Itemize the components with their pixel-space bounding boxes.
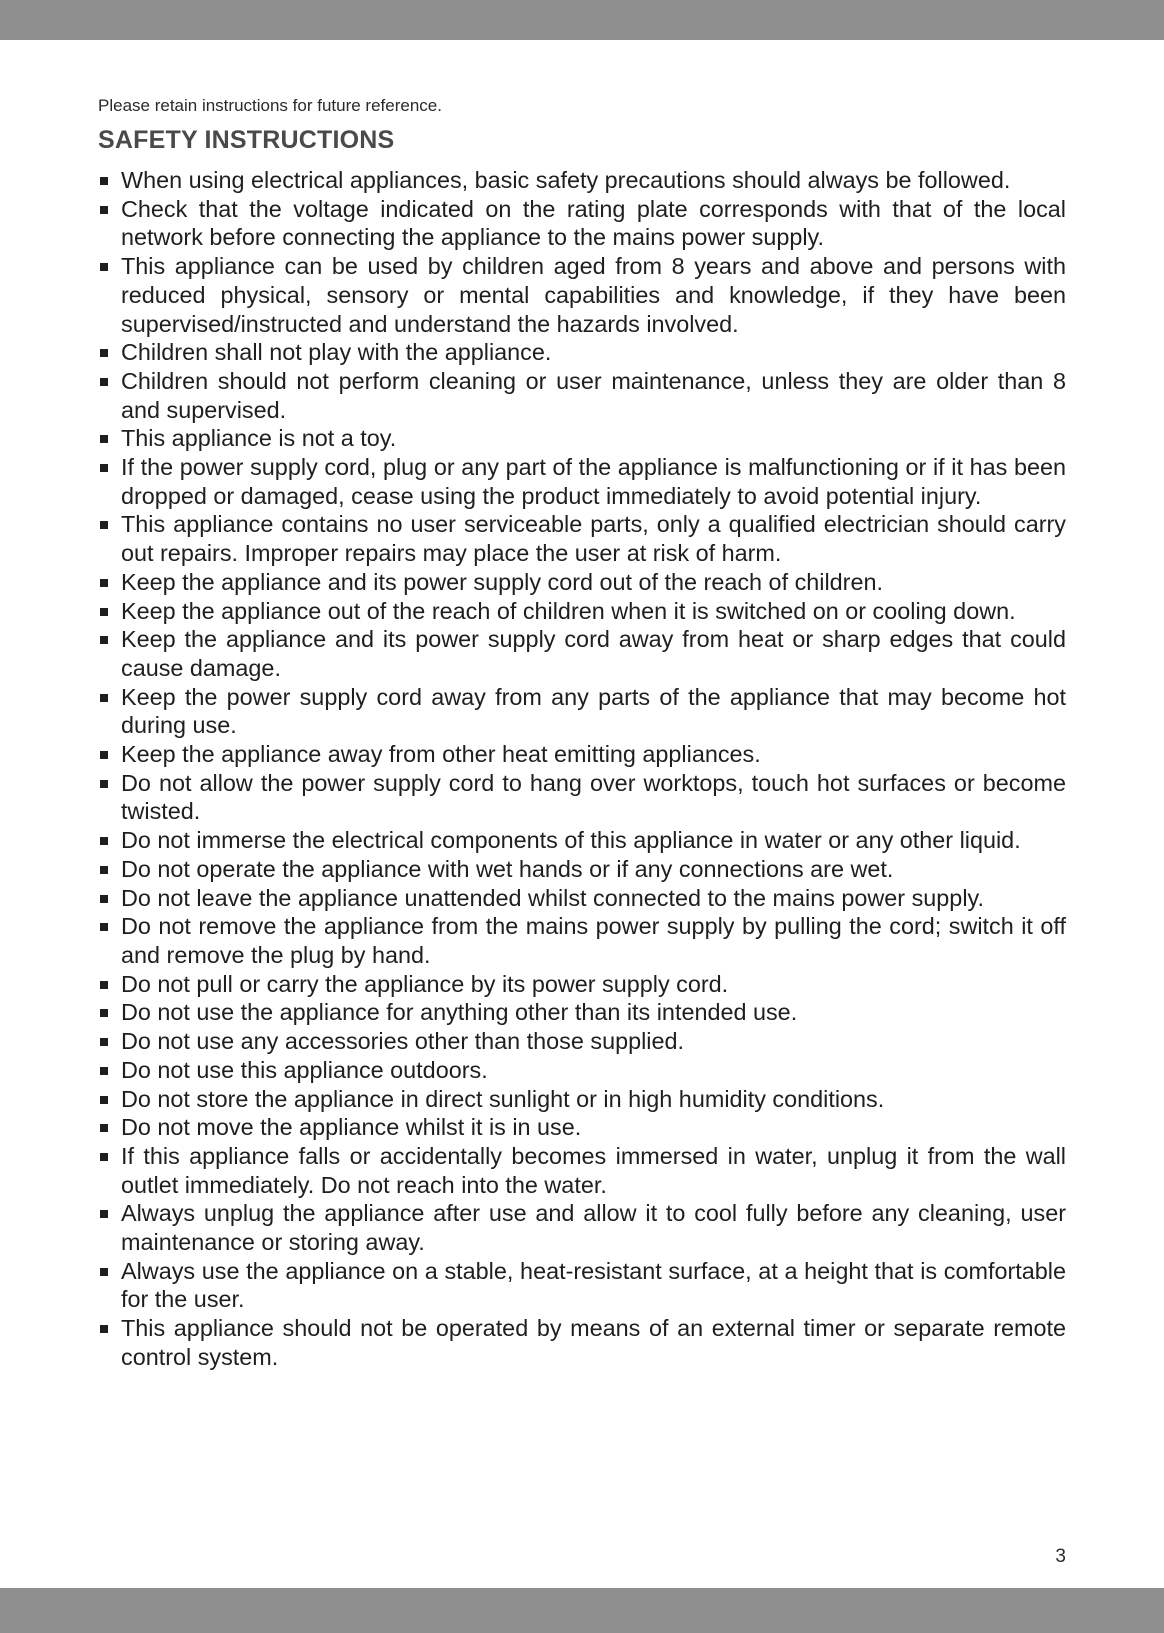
square-bullet-icon bbox=[100, 579, 108, 587]
safety-item bbox=[98, 740, 1066, 769]
safety-item bbox=[98, 166, 1066, 195]
square-bullet-icon bbox=[100, 349, 108, 357]
safety-item bbox=[98, 912, 1066, 969]
safety-item-text: Always use the appliance on a stable, heat-resistant surface, at a height that is comfortable for the user. bbox=[121, 1257, 1066, 1313]
square-bullet-icon bbox=[100, 1038, 108, 1046]
square-bullet-icon bbox=[100, 981, 108, 989]
square-bullet-icon bbox=[100, 895, 108, 903]
retain-note: Please retain instructions for future reference. bbox=[98, 96, 442, 115]
safety-item-text: Do not leave the appliance unattended whilst connected to the mains power supply. bbox=[121, 884, 984, 911]
square-bullet-icon bbox=[100, 177, 108, 185]
safety-item-text: Do not pull or carry the appliance by its power supply cord. bbox=[121, 970, 729, 997]
safety-item-text: Keep the appliance and its power supply cord away from heat or sharp edges that could cause damage. bbox=[121, 626, 1066, 681]
square-bullet-icon bbox=[100, 206, 108, 214]
safety-item bbox=[98, 1257, 1066, 1314]
safety-item-text: Do not allow the power supply cord to hang over worktops, touch hot surfaces or become twisted. bbox=[121, 769, 1066, 825]
safety-item-text: Check that the voltage indicated on the rating plate corresponds with that of the local network before connecting the appliance to the mains power supply. bbox=[121, 195, 1066, 251]
safety-item bbox=[98, 1085, 1066, 1114]
safety-item-text: Keep the appliance away from other heat emitting appliances. bbox=[121, 741, 761, 768]
safety-item-text: Children should not perform cleaning or user maintenance, unless they are older than 8 and supervised. bbox=[121, 367, 1066, 423]
square-bullet-icon bbox=[100, 464, 108, 472]
safety-item bbox=[98, 1056, 1066, 1085]
safety-item-text: When using electrical appliances, basic safety precautions should always be followed. bbox=[121, 167, 1011, 193]
square-bullet-icon bbox=[100, 378, 108, 386]
safety-item-text: Do not remove the appliance from the mains power supply by pulling the cord; switch it off and remove the plug by hand. bbox=[121, 913, 1066, 968]
square-bullet-icon bbox=[100, 435, 108, 443]
safety-item-text: Keep the appliance out of the reach of children when it is switched on or cooling down. bbox=[121, 597, 1016, 624]
safety-item-text: Do not use this appliance outdoors. bbox=[121, 1056, 488, 1083]
safety-item-text: Do not use the appliance for anything other than its intended use. bbox=[121, 999, 798, 1026]
safety-item bbox=[98, 769, 1066, 826]
safety-item bbox=[98, 998, 1066, 1027]
safety-item bbox=[98, 510, 1066, 567]
section-heading: SAFETY INSTRUCTIONS bbox=[98, 126, 395, 154]
square-bullet-icon bbox=[100, 923, 108, 931]
safety-item bbox=[98, 338, 1066, 367]
safety-item bbox=[98, 884, 1066, 913]
safety-item-text: If the power supply cord, plug or any part of the appliance is malfunctioning or if it has been dropped or damaged, cease using the product immediately to avoid potential injury. bbox=[121, 454, 1066, 509]
safety-item bbox=[98, 424, 1066, 453]
bottom-page-band bbox=[0, 1588, 1164, 1633]
square-bullet-icon bbox=[100, 780, 108, 788]
square-bullet-icon bbox=[100, 521, 108, 529]
safety-item-text: This appliance should not be operated by means of an external timer or separate remote control system. bbox=[121, 1315, 1066, 1370]
safety-item bbox=[98, 453, 1066, 510]
safety-item bbox=[98, 597, 1066, 626]
safety-item-text: This appliance is not a toy. bbox=[121, 425, 397, 452]
square-bullet-icon bbox=[100, 751, 108, 759]
page-number: 3 bbox=[1055, 1546, 1066, 1567]
safety-item bbox=[98, 367, 1066, 424]
square-bullet-icon bbox=[100, 1067, 108, 1075]
square-bullet-icon bbox=[100, 694, 108, 702]
square-bullet-icon bbox=[100, 1153, 108, 1161]
safety-item bbox=[98, 1199, 1066, 1256]
safety-item-text: Do not operate the appliance with wet hands or if any connections are wet. bbox=[121, 855, 894, 882]
safety-item bbox=[98, 855, 1066, 884]
safety-item-text: Do not move the appliance whilst it is in use. bbox=[121, 1114, 582, 1141]
top-page-band bbox=[0, 0, 1164, 40]
safety-item bbox=[98, 625, 1066, 682]
safety-item bbox=[98, 683, 1066, 740]
safety-item-text: This appliance can be used by children aged from 8 years and above and persons with reduced physical, sensory or mental capabilities and knowledge, if they have been supervised/instructed and understand the hazards involved. bbox=[121, 253, 1066, 337]
safety-item bbox=[98, 1314, 1066, 1371]
safety-item bbox=[98, 826, 1066, 855]
square-bullet-icon bbox=[100, 866, 108, 874]
page-content bbox=[98, 94, 1066, 1372]
safety-item-text: Always unplug the appliance after use and allow it to cool fully before any cleaning, user maintenance or storing away. bbox=[121, 1200, 1066, 1256]
square-bullet-icon bbox=[100, 1096, 108, 1104]
square-bullet-icon bbox=[100, 1009, 108, 1017]
square-bullet-icon bbox=[100, 1325, 108, 1333]
safety-instructions-list bbox=[98, 166, 1066, 1372]
safety-item bbox=[98, 970, 1066, 999]
safety-item-text: Do not immerse the electrical components of this appliance in water or any other liquid. bbox=[121, 827, 1021, 854]
square-bullet-icon bbox=[100, 837, 108, 845]
safety-item-text: Do not store the appliance in direct sunlight or in high humidity conditions. bbox=[121, 1085, 885, 1112]
square-bullet-icon bbox=[100, 263, 108, 271]
safety-item-text: Keep the appliance and its power supply cord out of the reach of children. bbox=[121, 568, 883, 595]
safety-item bbox=[98, 195, 1066, 252]
safety-item-text: Do not use any accessories other than those supplied. bbox=[121, 1028, 685, 1055]
square-bullet-icon bbox=[100, 636, 108, 644]
safety-item-text: This appliance contains no user serviceable parts, only a qualified electrician should carry out repairs. Improper repairs may place the user at risk of harm. bbox=[121, 511, 1066, 567]
safety-item-text: Children shall not play with the appliance. bbox=[121, 339, 552, 366]
square-bullet-icon bbox=[100, 1268, 108, 1276]
square-bullet-icon bbox=[100, 1124, 108, 1132]
square-bullet-icon bbox=[100, 1210, 108, 1218]
safety-item bbox=[98, 1142, 1066, 1199]
safety-item bbox=[98, 252, 1066, 338]
safety-item bbox=[98, 568, 1066, 597]
square-bullet-icon bbox=[100, 608, 108, 616]
safety-item-text: If this appliance falls or accidentally becomes immersed in water, unplug it from the wall outlet immediately. Do not reach into the water. bbox=[121, 1142, 1066, 1198]
safety-item-text: Keep the power supply cord away from any parts of the appliance that may become hot during use. bbox=[121, 683, 1066, 739]
safety-item bbox=[98, 1027, 1066, 1056]
safety-item bbox=[98, 1113, 1066, 1142]
